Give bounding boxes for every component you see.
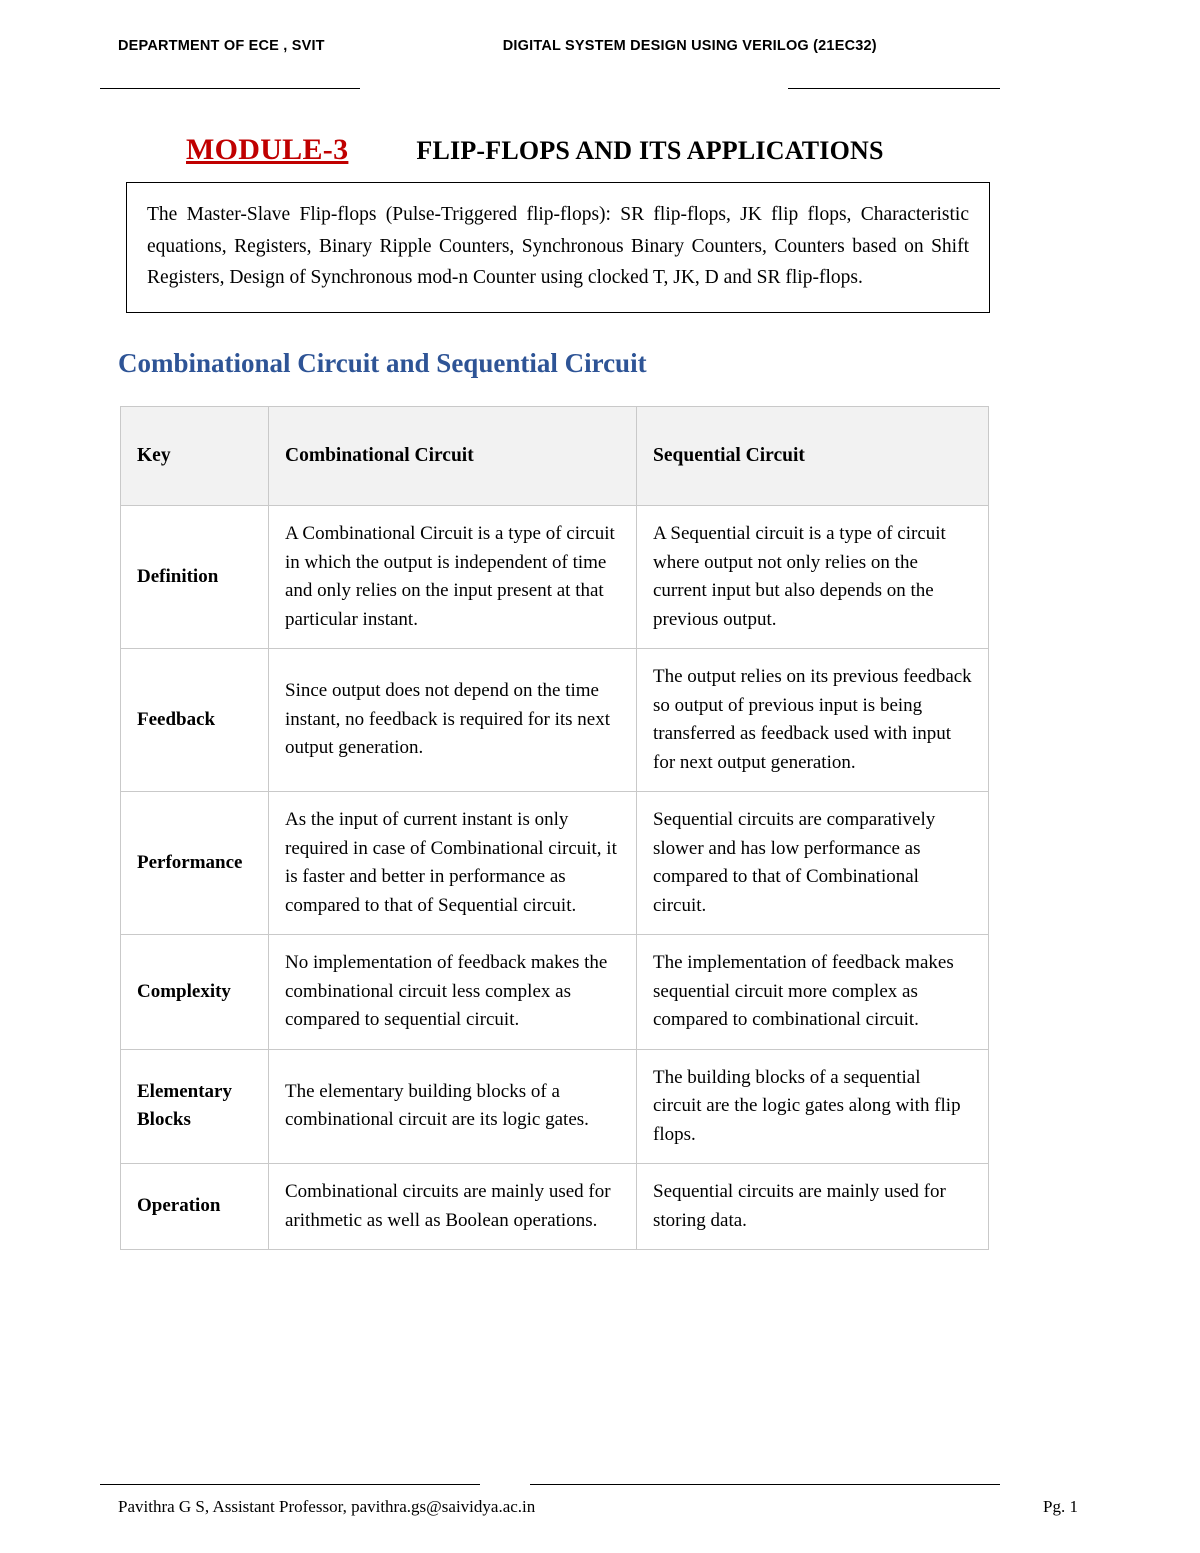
column-header-sequential: Sequential Circuit <box>637 407 989 506</box>
page-title <box>186 133 884 167</box>
footer-author: Pavithra G S, Assistant Professor, pavithra.gs@saividya.ac.in <box>118 1497 536 1516</box>
table-row <box>121 1049 989 1164</box>
row-combinational: No implementation of feedback makes the combinational circuit less complex as compared to sequential circuit. <box>269 935 637 1050</box>
row-key: Operation <box>121 1164 269 1250</box>
row-combinational: A Combinational Circuit is a type of circuit in which the output is independent of time and only relies on the input present at that particular instant. <box>269 506 637 649</box>
table-header-row <box>121 407 989 506</box>
chapter-label: FLIP-FLOPS AND ITS APPLICATIONS <box>416 136 884 165</box>
table-row <box>121 1164 989 1250</box>
syllabus-box <box>126 182 990 313</box>
row-combinational: Combinational circuits are mainly used for arithmetic as well as Boolean operations. <box>269 1164 637 1250</box>
row-combinational: The elementary building blocks of a combinational circuit are its logic gates. <box>269 1049 637 1164</box>
row-sequential: The implementation of feedback makes sequential circuit more complex as compared to combinational circuit. <box>637 935 989 1050</box>
row-sequential: The building blocks of a sequential circuit are the logic gates along with flip flops. <box>637 1049 989 1164</box>
footer-divider-gap <box>480 1481 530 1488</box>
page-footer <box>118 1497 1100 1517</box>
column-header-combinational: Combinational Circuit <box>269 407 637 506</box>
row-sequential: Sequential circuits are mainly used for storing data. <box>637 1164 989 1250</box>
syllabus-text: The Master-Slave Flip-flops (Pulse-Triggered flip-flops): SR flip-flops, JK flip flops, Characteristic equations, Registers, Binary Ripple Counters, Synchronous Binary Counters, Counters based on Shift Registers, Design of Synchronous mod-n Counter using clocked T, JK, D and SR flip-flops. <box>147 204 969 289</box>
page-header <box>118 38 1100 54</box>
row-combinational: As the input of current instant is only required in case of Combinational circuit, it is faster and better in performance as compared to that of Sequential circuit. <box>269 792 637 935</box>
table-row <box>121 649 989 792</box>
row-key: Definition <box>121 506 269 649</box>
header-divider-gap <box>360 85 788 92</box>
footer-page-number: Pg. 1 <box>1043 1497 1078 1516</box>
header-department: DEPARTMENT OF ECE , SVIT <box>118 38 325 54</box>
row-key: Performance <box>121 792 269 935</box>
column-header-key: Key <box>121 407 269 506</box>
row-key: Elementary Blocks <box>121 1049 269 1164</box>
section-heading: Combinational Circuit and Sequential Circuit <box>118 348 647 378</box>
row-sequential: A Sequential circuit is a type of circuit where output not only relies on the current input but also depends on the previous output. <box>637 506 989 649</box>
row-sequential: Sequential circuits are comparatively slower and has low performance as compared to that of Combinational circuit. <box>637 792 989 935</box>
footer-divider <box>100 1484 1000 1485</box>
row-key: Complexity <box>121 935 269 1050</box>
table-row <box>121 506 989 649</box>
header-course: DIGITAL SYSTEM DESIGN USING VERILOG (21EC32) <box>502 38 877 54</box>
row-key: Feedback <box>121 649 269 792</box>
row-combinational: Since output does not depend on the time instant, no feedback is required for its next output generation. <box>269 649 637 792</box>
comparison-table <box>120 406 989 1250</box>
table-row <box>121 935 989 1050</box>
table-row <box>121 792 989 935</box>
row-sequential: The output relies on its previous feedback so output of previous input is being transferred as feedback used with input for next output generation. <box>637 649 989 792</box>
module-label: MODULE-3 <box>186 133 349 166</box>
